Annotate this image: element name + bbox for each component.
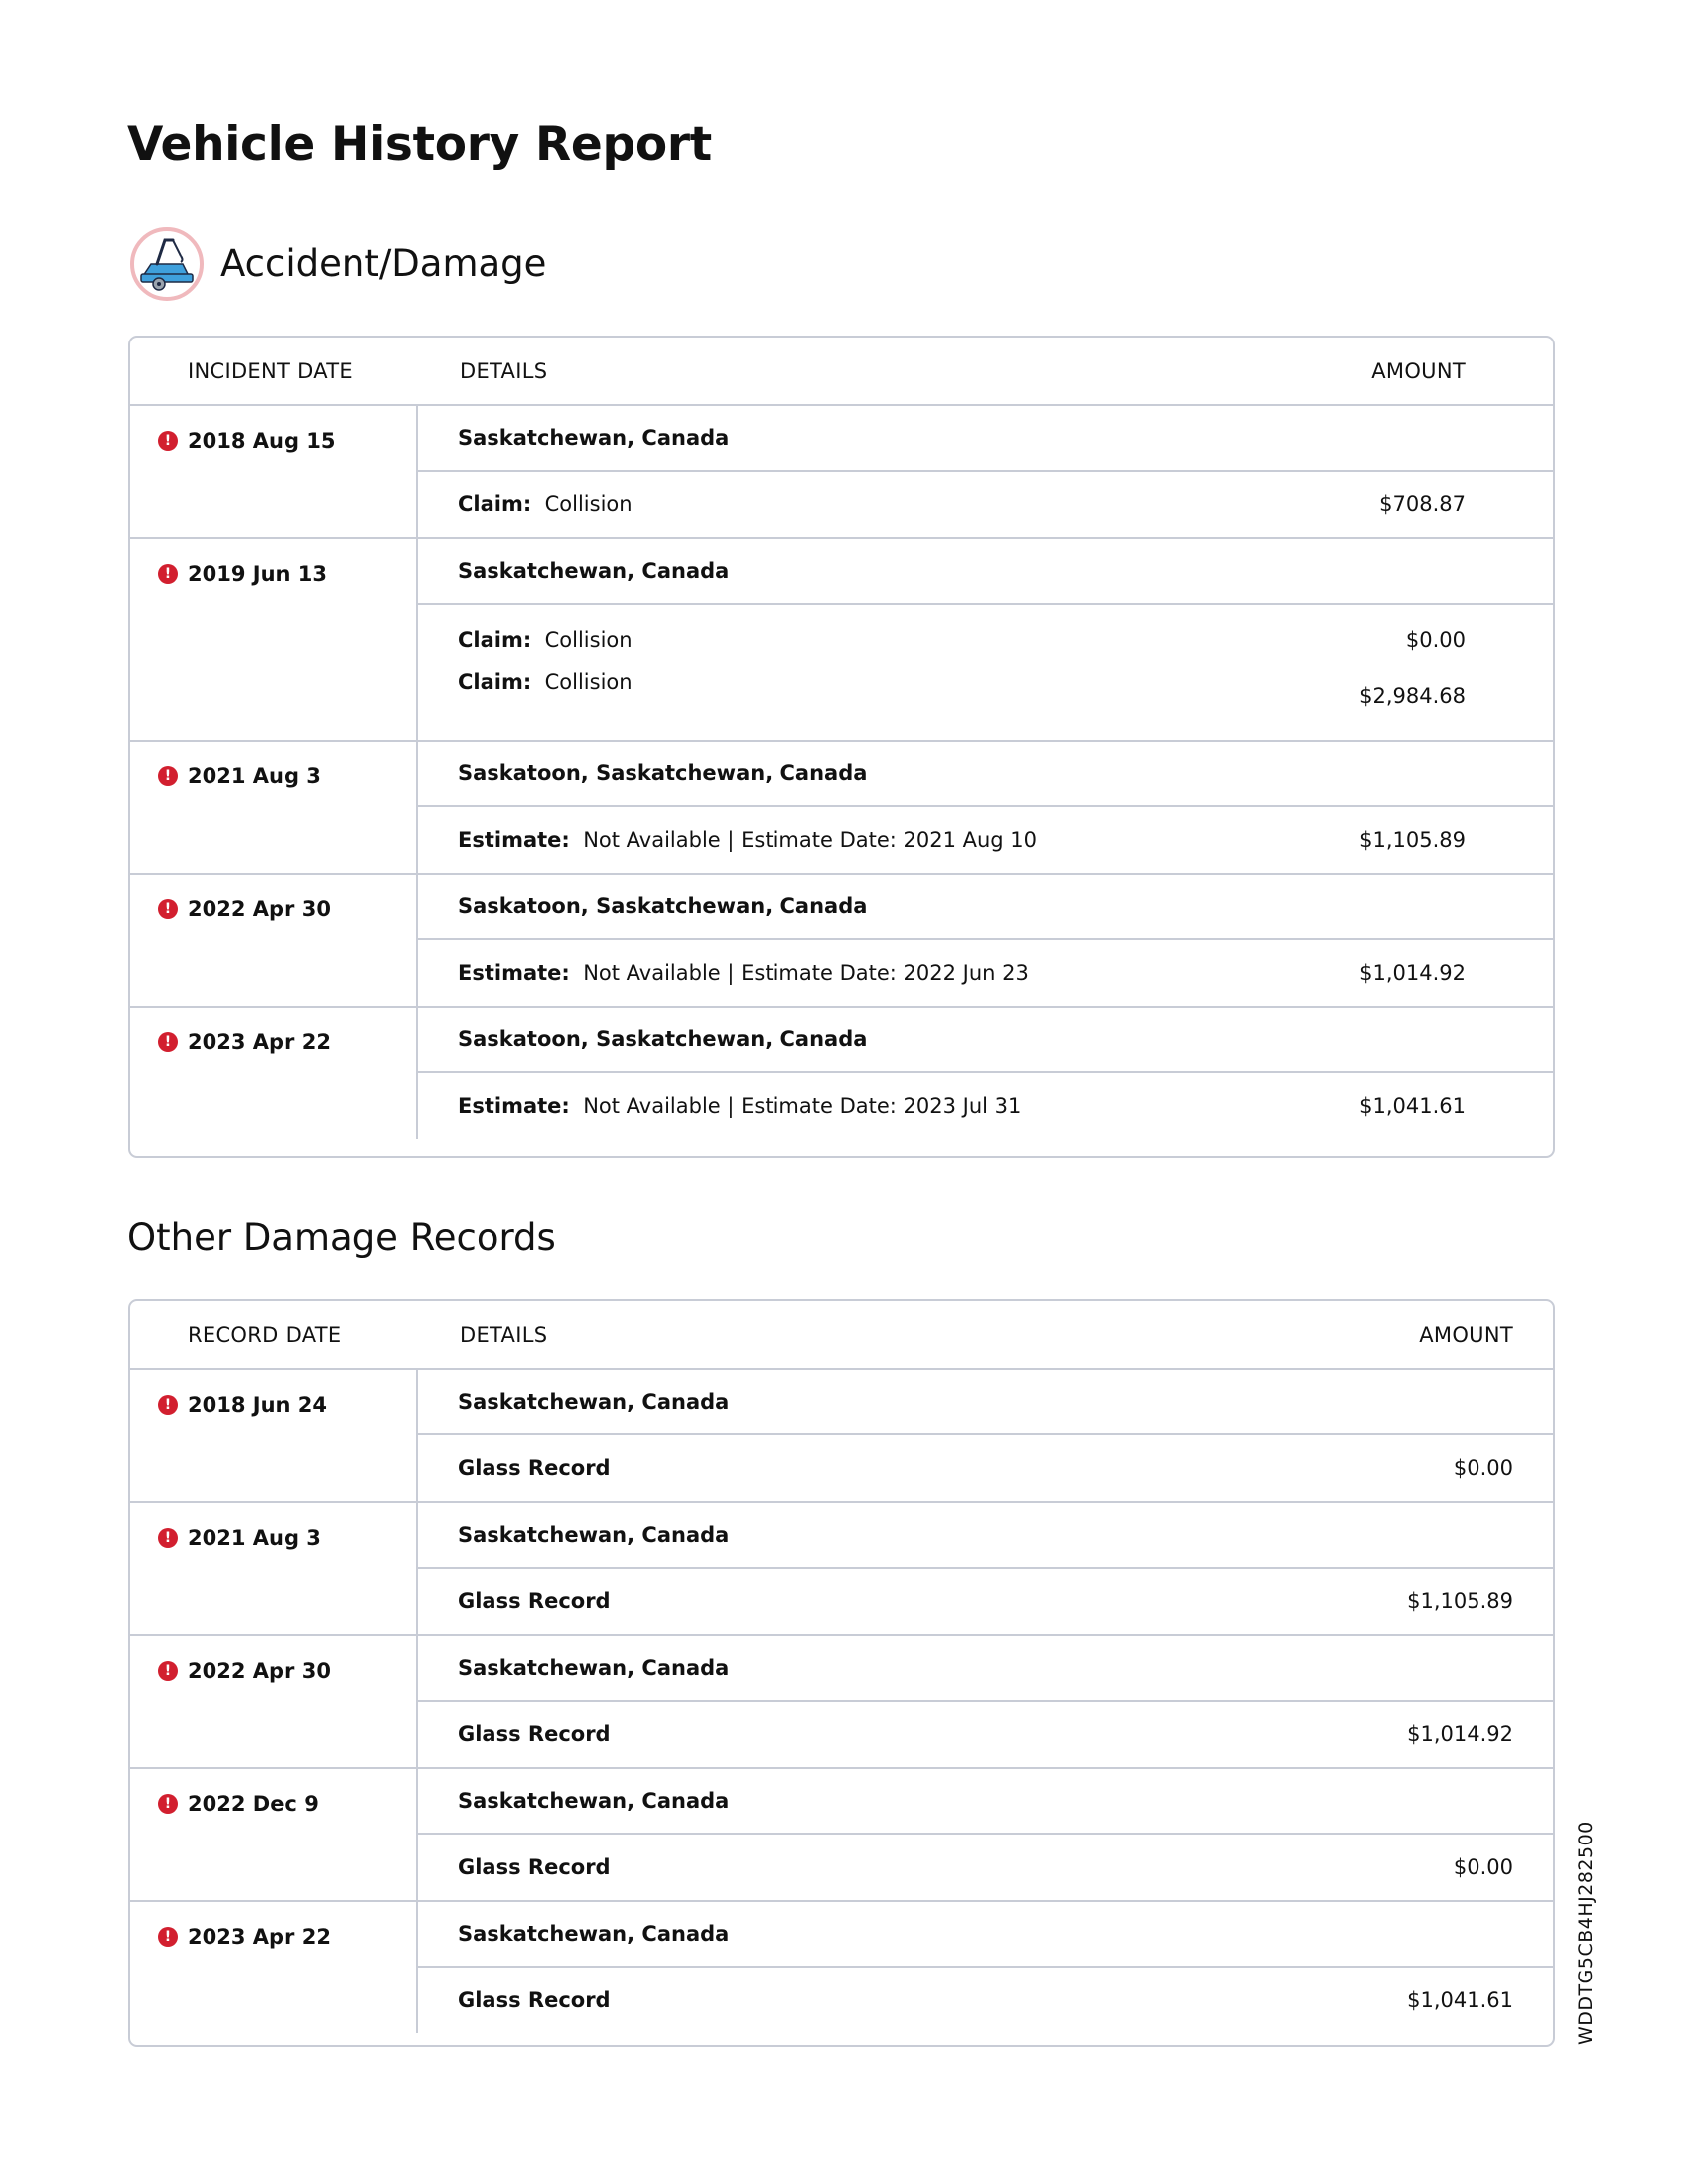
- record-amount: $0.00: [1453, 1456, 1513, 1480]
- record-entry: [418, 1569, 1553, 1634]
- record-label: Glass Record: [458, 1988, 611, 2012]
- other-section-title: Other Damage Records: [127, 1216, 556, 1259]
- entry-label: Estimate:: [458, 1094, 570, 1118]
- col-header-record-date: RECORD DATE: [188, 1322, 342, 1347]
- record-location: Saskatchewan, Canada: [418, 1370, 1553, 1435]
- page-title: Vehicle History Report: [127, 117, 712, 172]
- entry-amount: $0.00: [1405, 628, 1466, 652]
- record-label: Glass Record: [458, 1456, 611, 1480]
- tow-truck-icon: [129, 226, 205, 302]
- entry-label: Claim:: [458, 492, 532, 516]
- record-label: Glass Record: [458, 1855, 611, 1879]
- entry-label: Estimate:: [458, 961, 570, 985]
- incident-date: 2023 Apr 22: [188, 1030, 331, 1054]
- entry-text: Not Available | Estimate Date: 2021 Aug 10: [583, 828, 1038, 852]
- incident-entry: [418, 807, 1553, 873]
- record-date: 2018 Jun 24: [188, 1393, 328, 1417]
- incident-date: 2019 Jun 13: [188, 562, 328, 586]
- record-location: Saskatchewan, Canada: [418, 1769, 1553, 1835]
- alert-icon: !: [158, 1661, 178, 1681]
- record-date: 2023 Apr 22: [188, 1925, 331, 1949]
- record-date: 2022 Dec 9: [188, 1792, 319, 1816]
- incident-date-cell: [130, 1008, 418, 1139]
- other-damage-table: [128, 1299, 1555, 2047]
- entry-text: Not Available | Estimate Date: 2023 Jul 31: [583, 1094, 1022, 1118]
- record-date: 2022 Apr 30: [188, 1659, 331, 1683]
- accident-group: [130, 539, 1553, 742]
- entry-text: Collision: [544, 670, 633, 694]
- entry-amount: $1,105.89: [1359, 828, 1466, 852]
- incident-date: 2022 Apr 30: [188, 897, 331, 921]
- incident-date: 2018 Aug 15: [188, 429, 336, 453]
- accident-table: [128, 336, 1555, 1158]
- record-amount: $1,014.92: [1407, 1722, 1513, 1746]
- entry-amount: $2,984.68: [1359, 684, 1466, 708]
- incident-date-cell: [130, 875, 418, 1006]
- record-entry: [418, 1702, 1553, 1767]
- alert-icon: !: [158, 431, 178, 451]
- record-location: Saskatchewan, Canada: [418, 1902, 1553, 1968]
- entry-label: Claim:: [458, 670, 532, 694]
- entry-text: Collision: [544, 628, 633, 652]
- accident-group: [130, 742, 1553, 875]
- alert-icon: !: [158, 1794, 178, 1814]
- entry-label: Estimate:: [458, 828, 570, 852]
- record-amount: $1,041.61: [1407, 1988, 1513, 2012]
- incident-date: 2021 Aug 3: [188, 764, 321, 788]
- alert-icon: !: [158, 1927, 178, 1947]
- other-table-header: [130, 1301, 1553, 1370]
- record-date-cell: [130, 1902, 418, 2033]
- incident-location: Saskatoon, Saskatchewan, Canada: [418, 1008, 1553, 1073]
- record-location: Saskatchewan, Canada: [418, 1503, 1553, 1569]
- alert-icon: !: [158, 564, 178, 584]
- incident-location: Saskatoon, Saskatchewan, Canada: [418, 875, 1553, 940]
- incident-entry: [418, 940, 1553, 1006]
- record-amount: $1,105.89: [1407, 1589, 1513, 1613]
- accident-group: [130, 875, 1553, 1008]
- entry-text: Not Available | Estimate Date: 2022 Jun 23: [583, 961, 1029, 985]
- record-location: Saskatchewan, Canada: [418, 1636, 1553, 1702]
- entry-amount: $708.87: [1379, 492, 1466, 516]
- record-date: 2021 Aug 3: [188, 1526, 321, 1550]
- incident-entries: [418, 605, 1553, 740]
- record-group: [130, 1636, 1553, 1769]
- record-group: [130, 1769, 1553, 1902]
- col-header-details: DETAILS: [460, 1322, 548, 1347]
- alert-icon: !: [158, 1395, 178, 1415]
- incident-entry: [418, 472, 1553, 537]
- col-header-details: DETAILS: [460, 358, 548, 383]
- col-header-amount: AMOUNT: [1419, 1322, 1513, 1347]
- incident-date-cell: [130, 406, 418, 537]
- accident-table-header: [130, 338, 1553, 406]
- alert-icon: !: [158, 899, 178, 919]
- accident-group: [130, 406, 1553, 539]
- record-group: [130, 1370, 1553, 1503]
- record-group: [130, 1902, 1553, 2033]
- record-date-cell: [130, 1636, 418, 1767]
- record-date-cell: [130, 1370, 418, 1501]
- col-header-amount: AMOUNT: [1371, 358, 1466, 383]
- alert-icon: !: [158, 1032, 178, 1052]
- alert-icon: !: [158, 766, 178, 786]
- incident-location: Saskatchewan, Canada: [418, 406, 1553, 472]
- record-date-cell: [130, 1503, 418, 1634]
- entry-text: Collision: [544, 492, 633, 516]
- col-header-incident-date: INCIDENT DATE: [188, 358, 352, 383]
- record-label: Glass Record: [458, 1589, 611, 1613]
- entry-amount: $1,041.61: [1359, 1094, 1466, 1118]
- record-date-cell: [130, 1769, 418, 1900]
- alert-icon: !: [158, 1528, 178, 1548]
- entry-amount: $1,014.92: [1359, 961, 1466, 985]
- accident-section-title: Accident/Damage: [220, 241, 547, 285]
- accident-section-header: [129, 226, 546, 302]
- incident-date-cell: [130, 539, 418, 740]
- entry-label: Claim:: [458, 628, 532, 652]
- record-entry: [418, 1835, 1553, 1900]
- record-entry: [418, 1435, 1553, 1501]
- accident-group: [130, 1008, 1553, 1139]
- record-group: [130, 1503, 1553, 1636]
- record-label: Glass Record: [458, 1722, 611, 1746]
- record-entry: [418, 1968, 1553, 2033]
- vin-number: WDDTG5CB4HJ282500: [1575, 1821, 1597, 2045]
- incident-date-cell: [130, 742, 418, 873]
- incident-entry: [418, 1073, 1553, 1139]
- incident-location: Saskatoon, Saskatchewan, Canada: [418, 742, 1553, 807]
- incident-location: Saskatchewan, Canada: [418, 539, 1553, 605]
- record-amount: $0.00: [1453, 1855, 1513, 1879]
